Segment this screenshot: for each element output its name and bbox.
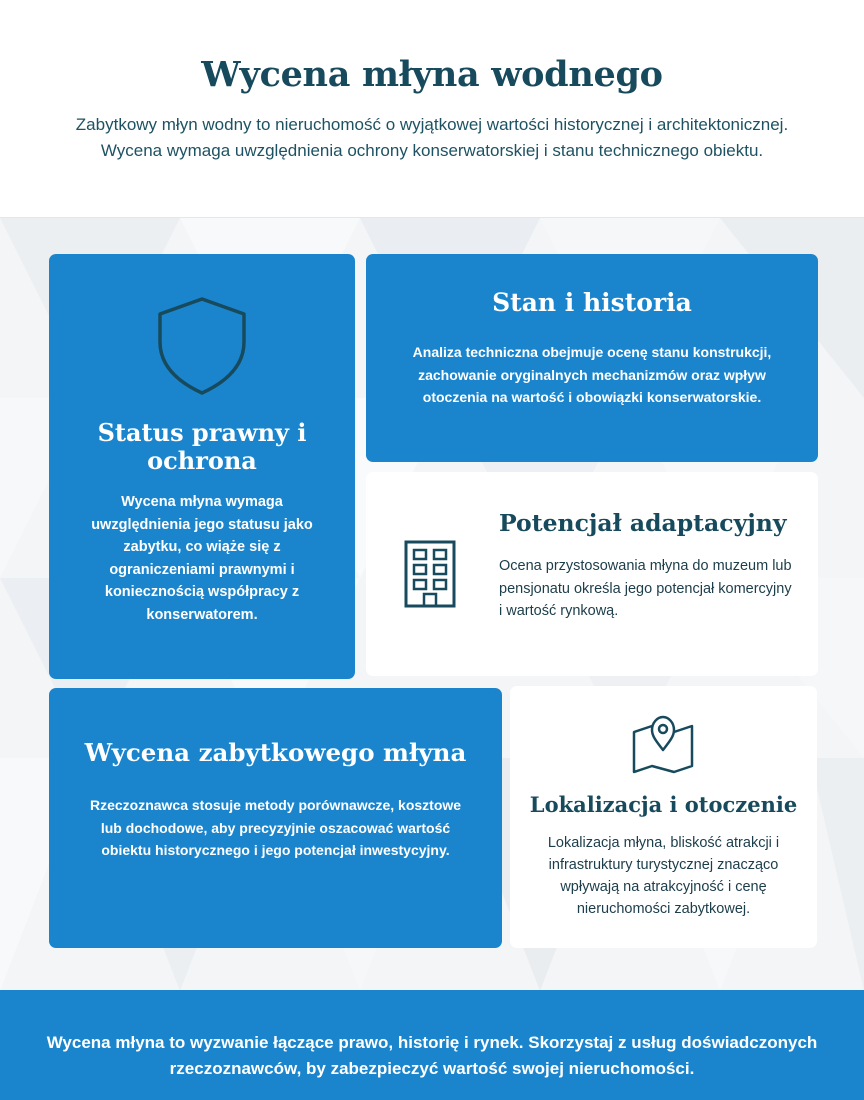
card-valuation-text: Rzeczoznawca stosuje metody porównawcze, kosztowe lub dochodowe, aby precyzyjnie oszacować wartość obiektu historycznego i jego potencjał inwestycyjny. [89, 797, 462, 858]
card-valuation-title: Wycena zabytkowego młyna [84, 738, 467, 767]
card-location [510, 686, 817, 948]
subtitle-line-1: Zabytkowy młyn wodny to nieruchomość o wyjątkowej wartości historycznej i architektonicznej. [75, 115, 789, 134]
card-adaptive-potential-text: Ocena przystosowania młyna do muzeum lub pensjonatu określa jego potencjał komercyjny i wartość rynkową. [499, 558, 792, 619]
card-location-text: Lokalizacja młyna, bliskość atrakcji i infrastruktury turystycznej znacząco wpływają na atrakcyjność i cenę nieruchomości zabytkowej. [547, 835, 780, 917]
page-header [0, 0, 864, 217]
building-icon [404, 540, 456, 608]
page-subtitle [40, 112, 824, 164]
card-condition-history-text: Analiza techniczna obejmuje ocenę stanu konstrukcji, zachowanie oryginalnych mechanizmów oraz wpływ otoczenia na wartość i obowiązki konserwatorskie. [412, 344, 772, 405]
footer-text: Wycena młyna to wyzwanie łączące prawo, historię i rynek. Skorzystaj z usług doświadczonych rzeczoznawców, by zabezpieczyć wartość swojej nieruchomości. [46, 1033, 818, 1078]
page-title: Wycena młyna wodnego [201, 54, 663, 95]
card-condition-history [366, 254, 818, 462]
card-adaptive-potential [366, 472, 818, 676]
map-pin-icon [632, 714, 694, 774]
card-location-title: Lokalizacja i otoczenie [529, 792, 798, 817]
shield-icon [156, 296, 248, 396]
card-legal-status-text: Wycena młyna wymaga uwzględnienia jego statusu jako zabytku, co wiąże się z ograniczeniami prawnymi i koniecznością współpracy z konserwatorem. [91, 494, 313, 623]
footer-banner [0, 990, 864, 1100]
card-condition-history-title: Stan i historia [492, 288, 692, 317]
subtitle-line-2: Wycena wymaga uwzględnienia ochrony konserwatorskiej i stanu technicznego obiektu. [100, 141, 764, 160]
card-valuation [49, 688, 502, 948]
card-adaptive-potential-title: Potencjał adaptacyjny [499, 509, 787, 537]
card-legal-status-title: Status prawny i ochrona [97, 418, 307, 475]
